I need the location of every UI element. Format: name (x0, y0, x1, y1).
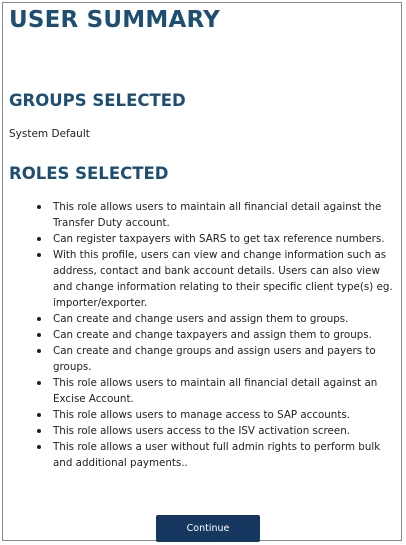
role-item-register-taxpayers: Can register taxpayers with SARS to get tax reference numbers. (53, 231, 401, 247)
role-item-isv-activation: This role allows users access to the ISV activation screen. (53, 423, 401, 439)
role-item-transfer-duty: This role allows users to maintain all financial detail against the Transfer Duty account. (53, 199, 401, 231)
page-title: USER SUMMARY (9, 7, 220, 33)
selected-group-value: System Default (9, 128, 90, 140)
role-item-manage-groups: Can create and change groups and assign users and payers to groups. (53, 343, 401, 375)
role-item-manage-users: Can create and change users and assign them to groups. (53, 311, 401, 327)
continue-button[interactable]: Continue (156, 515, 260, 542)
role-item-bulk-payments: This role allows a user without full admin rights to perform bulk and additional payments.. (53, 439, 401, 471)
roles-selected-heading: ROLES SELECTED (9, 164, 169, 183)
role-item-sap-access: This role allows users to manage access to SAP accounts. (53, 407, 401, 423)
roles-list (53, 199, 401, 471)
groups-selected-heading: GROUPS SELECTED (9, 91, 186, 110)
role-item-manage-taxpayers: Can create and change taxpayers and assign them to groups. (53, 327, 401, 343)
user-summary-panel (2, 2, 402, 541)
role-item-view-change-profile: With this profile, users can view and change information such as address, contact and bank account details. Users can also view and change information relating to their specific client type(s) eg. importer/exporter. (53, 247, 401, 311)
role-item-excise-account: This role allows users to maintain all financial detail against an Excise Account. (53, 375, 401, 407)
